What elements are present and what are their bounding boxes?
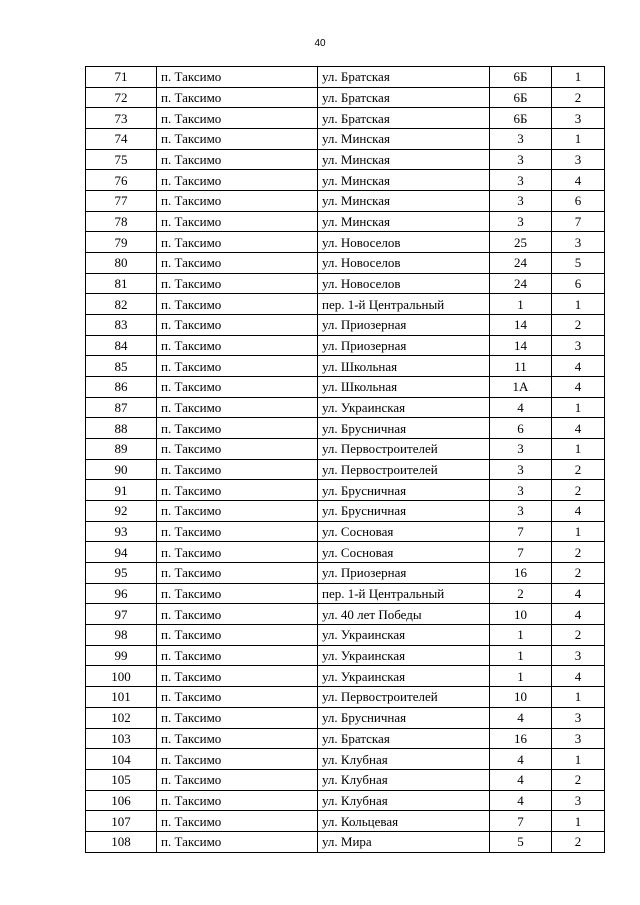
house-number-cell: 3: [490, 439, 552, 460]
house-number-cell: 1А: [490, 377, 552, 398]
table-row: [86, 604, 605, 625]
settlement-cell: п. Таксимо: [157, 583, 318, 604]
value-cell: 2: [552, 625, 605, 646]
settlement-cell: п. Таксимо: [157, 749, 318, 770]
house-number-cell: 4: [490, 749, 552, 770]
table-row: [86, 108, 605, 129]
value-cell: 4: [552, 418, 605, 439]
street-cell: ул. Кольцевая: [318, 811, 490, 832]
street-cell: ул. Школьная: [318, 377, 490, 398]
value-cell: 6: [552, 273, 605, 294]
value-cell: 2: [552, 769, 605, 790]
row-number-cell: 107: [86, 811, 157, 832]
street-cell: ул. Братская: [318, 728, 490, 749]
row-number-cell: 78: [86, 211, 157, 232]
settlement-cell: п. Таксимо: [157, 273, 318, 294]
street-cell: ул. Братская: [318, 67, 490, 88]
house-number-cell: 4: [490, 790, 552, 811]
settlement-cell: п. Таксимо: [157, 108, 318, 129]
table-row: [86, 335, 605, 356]
row-number-cell: 98: [86, 625, 157, 646]
table-row: [86, 459, 605, 480]
row-number-cell: 87: [86, 397, 157, 418]
row-number-cell: 77: [86, 191, 157, 212]
house-number-cell: 6Б: [490, 67, 552, 88]
settlement-cell: п. Таксимо: [157, 604, 318, 625]
row-number-cell: 88: [86, 418, 157, 439]
table-row: [86, 707, 605, 728]
house-number-cell: 3: [490, 211, 552, 232]
value-cell: 2: [552, 315, 605, 336]
settlement-cell: п. Таксимо: [157, 707, 318, 728]
street-cell: ул. Украинская: [318, 625, 490, 646]
value-cell: 3: [552, 790, 605, 811]
value-cell: 4: [552, 604, 605, 625]
street-cell: ул. Братская: [318, 87, 490, 108]
house-number-cell: 6Б: [490, 108, 552, 129]
value-cell: 1: [552, 521, 605, 542]
settlement-cell: п. Таксимо: [157, 129, 318, 150]
settlement-cell: п. Таксимо: [157, 501, 318, 522]
street-cell: ул. Приозерная: [318, 315, 490, 336]
street-cell: ул. Минская: [318, 211, 490, 232]
row-number-cell: 73: [86, 108, 157, 129]
row-number-cell: 71: [86, 67, 157, 88]
table-row: [86, 149, 605, 170]
settlement-cell: п. Таксимо: [157, 687, 318, 708]
street-cell: ул. Брусничная: [318, 418, 490, 439]
street-cell: ул. Брусничная: [318, 501, 490, 522]
street-cell: ул. Украинская: [318, 397, 490, 418]
street-cell: ул. Минская: [318, 129, 490, 150]
settlement-cell: п. Таксимо: [157, 831, 318, 852]
settlement-cell: п. Таксимо: [157, 377, 318, 398]
value-cell: 6: [552, 191, 605, 212]
house-number-cell: 14: [490, 315, 552, 336]
house-number-cell: 10: [490, 604, 552, 625]
settlement-cell: п. Таксимо: [157, 294, 318, 315]
settlement-cell: п. Таксимо: [157, 728, 318, 749]
table-row: [86, 645, 605, 666]
table-row: [86, 87, 605, 108]
table-row: [86, 831, 605, 852]
row-number-cell: 79: [86, 232, 157, 253]
house-number-cell: 16: [490, 563, 552, 584]
row-number-cell: 93: [86, 521, 157, 542]
street-cell: ул. Клубная: [318, 749, 490, 770]
address-table-body: [86, 67, 605, 853]
house-number-cell: 3: [490, 129, 552, 150]
row-number-cell: 100: [86, 666, 157, 687]
value-cell: 2: [552, 542, 605, 563]
table-row: [86, 521, 605, 542]
table-row: [86, 769, 605, 790]
row-number-cell: 81: [86, 273, 157, 294]
table-row: [86, 191, 605, 212]
row-number-cell: 94: [86, 542, 157, 563]
settlement-cell: п. Таксимо: [157, 666, 318, 687]
street-cell: пер. 1-й Центральный: [318, 294, 490, 315]
table-row: [86, 232, 605, 253]
house-number-cell: 1: [490, 294, 552, 315]
row-number-cell: 101: [86, 687, 157, 708]
row-number-cell: 99: [86, 645, 157, 666]
settlement-cell: п. Таксимо: [157, 397, 318, 418]
settlement-cell: п. Таксимо: [157, 253, 318, 274]
table-row: [86, 439, 605, 460]
street-cell: ул. Мира: [318, 831, 490, 852]
street-cell: ул. Школьная: [318, 356, 490, 377]
house-number-cell: 3: [490, 480, 552, 501]
value-cell: 7: [552, 211, 605, 232]
row-number-cell: 91: [86, 480, 157, 501]
street-cell: ул. Братская: [318, 108, 490, 129]
settlement-cell: п. Таксимо: [157, 170, 318, 191]
table-row: [86, 687, 605, 708]
street-cell: ул. Украинская: [318, 645, 490, 666]
settlement-cell: п. Таксимо: [157, 625, 318, 646]
street-cell: ул. Украинская: [318, 666, 490, 687]
street-cell: ул. Приозерная: [318, 335, 490, 356]
row-number-cell: 105: [86, 769, 157, 790]
row-number-cell: 76: [86, 170, 157, 191]
row-number-cell: 83: [86, 315, 157, 336]
table-row: [86, 501, 605, 522]
house-number-cell: 4: [490, 397, 552, 418]
street-cell: ул. Сосновая: [318, 521, 490, 542]
table-row: [86, 170, 605, 191]
street-cell: ул. Клубная: [318, 790, 490, 811]
house-number-cell: 1: [490, 625, 552, 646]
table-row: [86, 129, 605, 150]
house-number-cell: 7: [490, 542, 552, 563]
value-cell: 1: [552, 439, 605, 460]
row-number-cell: 96: [86, 583, 157, 604]
settlement-cell: п. Таксимо: [157, 335, 318, 356]
settlement-cell: п. Таксимо: [157, 439, 318, 460]
settlement-cell: п. Таксимо: [157, 811, 318, 832]
settlement-cell: п. Таксимо: [157, 87, 318, 108]
settlement-cell: п. Таксимо: [157, 521, 318, 542]
address-table: [85, 66, 605, 853]
row-number-cell: 74: [86, 129, 157, 150]
street-cell: ул. Минская: [318, 191, 490, 212]
value-cell: 1: [552, 129, 605, 150]
house-number-cell: 4: [490, 769, 552, 790]
table-row: [86, 67, 605, 88]
settlement-cell: п. Таксимо: [157, 191, 318, 212]
value-cell: 2: [552, 563, 605, 584]
value-cell: 3: [552, 149, 605, 170]
street-cell: ул. Брусничная: [318, 707, 490, 728]
settlement-cell: п. Таксимо: [157, 459, 318, 480]
row-number-cell: 86: [86, 377, 157, 398]
row-number-cell: 103: [86, 728, 157, 749]
value-cell: 3: [552, 645, 605, 666]
street-cell: ул. 40 лет Победы: [318, 604, 490, 625]
settlement-cell: п. Таксимо: [157, 542, 318, 563]
table-row: [86, 418, 605, 439]
row-number-cell: 104: [86, 749, 157, 770]
row-number-cell: 72: [86, 87, 157, 108]
table-row: [86, 542, 605, 563]
house-number-cell: 25: [490, 232, 552, 253]
street-cell: ул. Новоселов: [318, 253, 490, 274]
row-number-cell: 97: [86, 604, 157, 625]
settlement-cell: п. Таксимо: [157, 356, 318, 377]
settlement-cell: п. Таксимо: [157, 315, 318, 336]
street-cell: ул. Первостроителей: [318, 687, 490, 708]
house-number-cell: 24: [490, 273, 552, 294]
row-number-cell: 89: [86, 439, 157, 460]
street-cell: ул. Новоселов: [318, 232, 490, 253]
street-cell: ул. Минская: [318, 149, 490, 170]
table-row: [86, 625, 605, 646]
settlement-cell: п. Таксимо: [157, 645, 318, 666]
settlement-cell: п. Таксимо: [157, 211, 318, 232]
value-cell: 3: [552, 232, 605, 253]
value-cell: 4: [552, 170, 605, 191]
table-row: [86, 294, 605, 315]
house-number-cell: 6: [490, 418, 552, 439]
table-row: [86, 749, 605, 770]
table-row: [86, 480, 605, 501]
house-number-cell: 3: [490, 170, 552, 191]
house-number-cell: 3: [490, 191, 552, 212]
value-cell: 3: [552, 108, 605, 129]
table-row: [86, 377, 605, 398]
street-cell: пер. 1-й Центральный: [318, 583, 490, 604]
row-number-cell: 95: [86, 563, 157, 584]
settlement-cell: п. Таксимо: [157, 149, 318, 170]
table-row: [86, 211, 605, 232]
row-number-cell: 80: [86, 253, 157, 274]
house-number-cell: 1: [490, 645, 552, 666]
row-number-cell: 82: [86, 294, 157, 315]
table-row: [86, 356, 605, 377]
settlement-cell: п. Таксимо: [157, 790, 318, 811]
value-cell: 2: [552, 459, 605, 480]
house-number-cell: 3: [490, 459, 552, 480]
house-number-cell: 6Б: [490, 87, 552, 108]
house-number-cell: 24: [490, 253, 552, 274]
value-cell: 2: [552, 480, 605, 501]
street-cell: ул. Первостроителей: [318, 459, 490, 480]
table-row: [86, 790, 605, 811]
row-number-cell: 106: [86, 790, 157, 811]
settlement-cell: п. Таксимо: [157, 769, 318, 790]
settlement-cell: п. Таксимо: [157, 418, 318, 439]
value-cell: 3: [552, 728, 605, 749]
house-number-cell: 3: [490, 149, 552, 170]
value-cell: 3: [552, 335, 605, 356]
value-cell: 4: [552, 356, 605, 377]
house-number-cell: 7: [490, 521, 552, 542]
value-cell: 3: [552, 707, 605, 728]
value-cell: 1: [552, 294, 605, 315]
street-cell: ул. Сосновая: [318, 542, 490, 563]
value-cell: 4: [552, 666, 605, 687]
value-cell: 1: [552, 749, 605, 770]
value-cell: 1: [552, 811, 605, 832]
page-number: 40: [314, 38, 326, 49]
row-number-cell: 84: [86, 335, 157, 356]
table-row: [86, 583, 605, 604]
house-number-cell: 16: [490, 728, 552, 749]
row-number-cell: 92: [86, 501, 157, 522]
table-row: [86, 563, 605, 584]
value-cell: 2: [552, 87, 605, 108]
row-number-cell: 102: [86, 707, 157, 728]
value-cell: 1: [552, 67, 605, 88]
table-row: [86, 273, 605, 294]
table-row: [86, 811, 605, 832]
house-number-cell: 10: [490, 687, 552, 708]
value-cell: 4: [552, 501, 605, 522]
settlement-cell: п. Таксимо: [157, 67, 318, 88]
settlement-cell: п. Таксимо: [157, 232, 318, 253]
row-number-cell: 75: [86, 149, 157, 170]
street-cell: ул. Брусничная: [318, 480, 490, 501]
row-number-cell: 85: [86, 356, 157, 377]
street-cell: ул. Новоселов: [318, 273, 490, 294]
value-cell: 1: [552, 397, 605, 418]
house-number-cell: 1: [490, 666, 552, 687]
table-row: [86, 728, 605, 749]
value-cell: 4: [552, 583, 605, 604]
settlement-cell: п. Таксимо: [157, 563, 318, 584]
value-cell: 5: [552, 253, 605, 274]
table-row: [86, 315, 605, 336]
house-number-cell: 4: [490, 707, 552, 728]
value-cell: 4: [552, 377, 605, 398]
house-number-cell: 11: [490, 356, 552, 377]
row-number-cell: 90: [86, 459, 157, 480]
table-row: [86, 397, 605, 418]
value-cell: 1: [552, 687, 605, 708]
house-number-cell: 2: [490, 583, 552, 604]
house-number-cell: 3: [490, 501, 552, 522]
row-number-cell: 108: [86, 831, 157, 852]
table-row: [86, 666, 605, 687]
house-number-cell: 7: [490, 811, 552, 832]
street-cell: ул. Минская: [318, 170, 490, 191]
house-number-cell: 5: [490, 831, 552, 852]
street-cell: ул. Приозерная: [318, 563, 490, 584]
table-row: [86, 253, 605, 274]
value-cell: 2: [552, 831, 605, 852]
street-cell: ул. Первостроителей: [318, 439, 490, 460]
house-number-cell: 14: [490, 335, 552, 356]
street-cell: ул. Клубная: [318, 769, 490, 790]
settlement-cell: п. Таксимо: [157, 480, 318, 501]
